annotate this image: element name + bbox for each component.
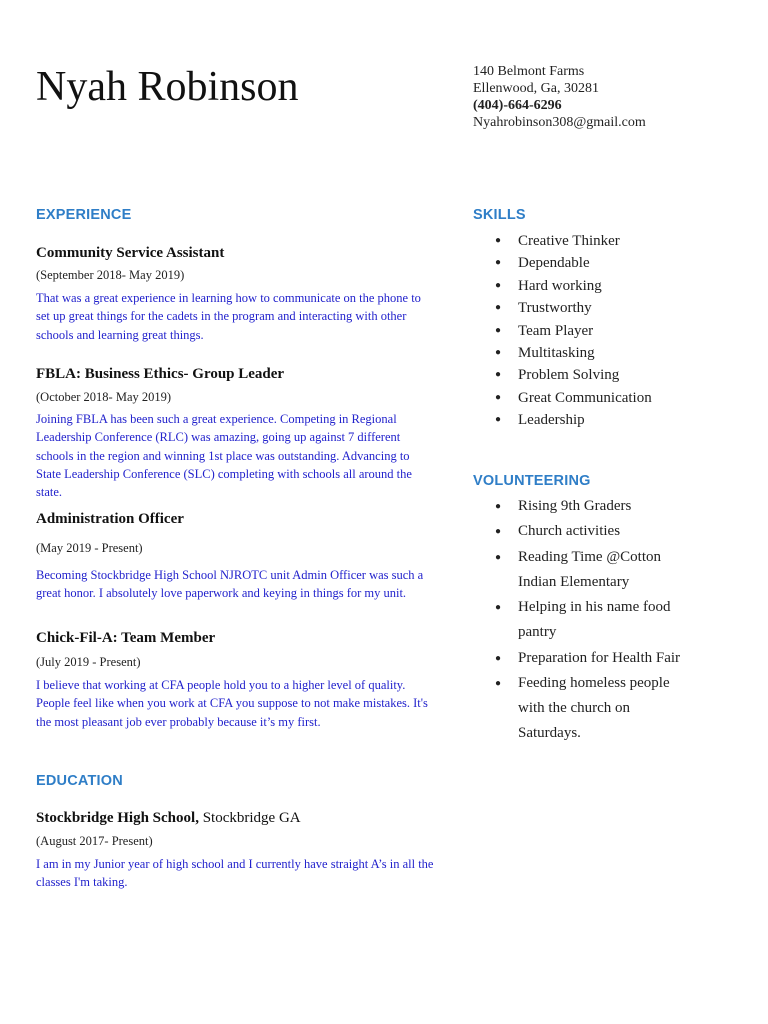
address-line-2: Ellenwood, Ga, 30281	[473, 81, 599, 96]
volunteer-item: ● Church activities	[473, 519, 688, 544]
volunteer-item: ● Feeding homeless people with the church on Saturdays.	[473, 671, 688, 746]
skills-heading: SKILLS	[473, 207, 526, 223]
contact-block	[473, 63, 646, 131]
job-description: That was a great experience in learning how to communicate on the phone to set up great things for the cadets in the program and interacting with other schools and learning great things.	[36, 291, 421, 342]
job-title: Chick-Fil-A: Team Member	[36, 630, 216, 646]
resume-name: Nyah Robinson	[36, 64, 299, 110]
address-line-1: 140 Belmont Farms	[473, 64, 585, 79]
job-dates: (September 2018- May 2019)	[36, 268, 185, 282]
school-description: I am in my Junior year of high school and I currently have straight A’s in all the classes I'm taking.	[36, 857, 434, 890]
job-dates: (October 2018- May 2019)	[36, 390, 172, 404]
school-location: Stockbridge GA	[198, 810, 301, 826]
volunteering-heading: VOLUNTEERING	[473, 473, 591, 489]
job-dates: (July 2019 - Present)	[36, 655, 141, 669]
job-title: Administration Officer	[36, 511, 184, 527]
job-title: Community Service Assistant	[36, 245, 225, 261]
skill-item: ● Hard working	[473, 275, 743, 297]
skill-item: ● Multitasking	[473, 342, 743, 364]
volunteer-item: ● Helping in his name food pantry	[473, 595, 688, 645]
volunteering-list	[473, 494, 688, 746]
education-heading: EDUCATION	[36, 773, 123, 789]
skill-item: ● Creative Thinker	[473, 230, 743, 252]
job-description: Joining FBLA has been such a great experience. Competing in Regional Leadership Conference (RLC) was amazing, going up against 7 different schools in the region and winning 1st place was outstanding. Advancing to State Leadership Conference (SLC) completing with schools all around the state.	[36, 412, 412, 500]
job-description: I believe that working at CFA people hold you to a higher level of quality. People feel like when you work at CFA you suppose to not make mistakes. It's the most pleasant job ever probably because it’s my first.	[36, 678, 428, 729]
skill-item: ● Great Communication	[473, 387, 743, 409]
volunteer-item: ● Reading Time @Cotton Indian Elementary	[473, 545, 688, 595]
volunteer-item: ● Rising 9th Graders	[473, 494, 688, 519]
experience-heading: EXPERIENCE	[36, 207, 132, 223]
volunteer-item: ● Preparation for Health Fair	[473, 646, 688, 671]
school-dates: (August 2017- Present)	[36, 834, 153, 848]
school-name: Stockbridge High School,	[36, 810, 199, 826]
skill-item: ● Dependable	[473, 252, 743, 274]
school-entry	[36, 810, 301, 827]
skill-item: ● Trustworthy	[473, 297, 743, 319]
job-title: FBLA: Business Ethics- Group Leader	[36, 366, 285, 382]
skills-list	[473, 230, 743, 432]
phone-number: (404)-664-6296	[473, 98, 562, 113]
job-description: Becoming Stockbridge High School NJROTC unit Admin Officer was such a great honor. I absolutely love paperwork and keying in things for my unit.	[36, 568, 424, 601]
skill-item: ● Problem Solving	[473, 364, 743, 386]
job-dates: (May 2019 - Present)	[36, 541, 143, 555]
skill-item: ● Team Player	[473, 320, 743, 342]
email-address: Nyahrobinson308@gmail.com	[473, 115, 646, 130]
skill-item: ● Leadership	[473, 409, 743, 431]
